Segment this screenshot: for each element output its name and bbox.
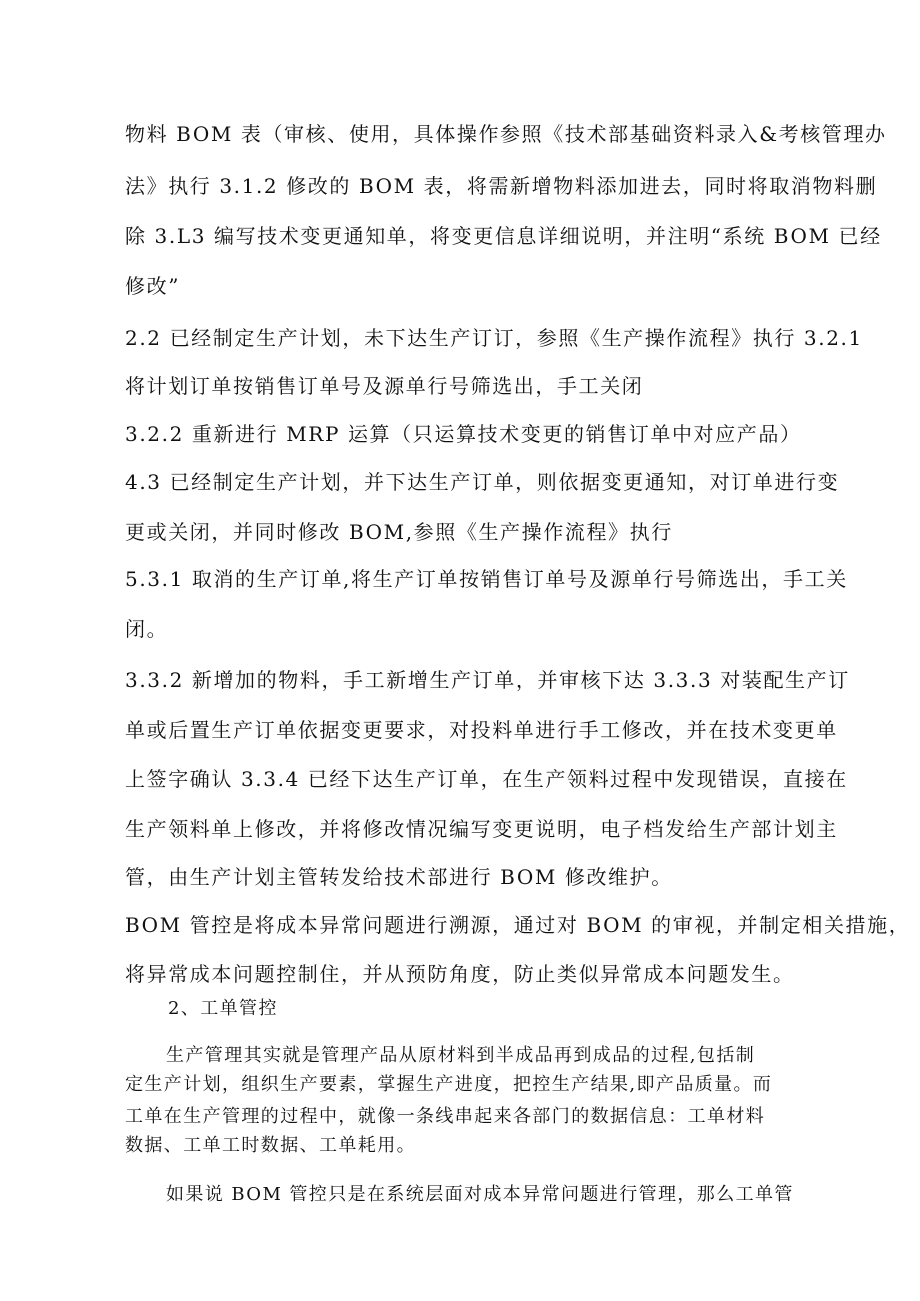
paragraph-line: 生产管理其实就是管理产品从原材料到半成品再到成品的过程,包括制 [166,1045,756,1066]
paragraph-line: 闭。 [125,617,169,641]
paragraph-line: BOM 管控是将成本异常问题进行溯源，通过对 BOM 的审视，并制定相关措施， [125,913,911,937]
paragraph-line: 更或关闭，并同时修改 BOM,参照《生产操作流程》执行 [125,520,673,544]
paragraph-line: 2.2 已经制定生产计划，未下达生产订订，参照《生产操作流程》执行 3.2.1 [125,326,863,350]
paragraph-line: 3.3.2 新增加的物料，手工新增生产订单，并审核下达 3.3.3 对装配生产订 [125,668,850,692]
paragraph-line: 物料 BOM 表（审核、使用，具体操作参照《技术部基础资料录入&考核管理办 [125,122,887,146]
paragraph-line: 将计划订单按销售订单号及源单行号筛选出，手工关闭 [125,374,644,398]
paragraph-line: 数据、工单工时数据、工单耗用。 [125,1135,416,1156]
paragraph-line: 工单在生产管理的过程中，就像一条线串起来各部门的数据信息：工单材料 [125,1106,766,1127]
paragraph-line: 除 3.L3 编写技术变更通知单，将变更信息详细说明，并注明“系统 BOM 已经 [125,224,882,248]
paragraph-line: 如果说 BOM 管控只是在系统层面对成本异常问题进行管理，那么工单管 [166,1184,794,1205]
paragraph-line: 生产领料单上修改，并将修改情况编写变更说明，电子档发给生产部计划主 [125,817,838,841]
paragraph-line: 4.3 已经制定生产计划，并下达生产订单，则依据变更通知，对订单进行变 [125,470,840,494]
paragraph-line: 5.3.1 取消的生产订单,将生产订单按销售订单号及源单行号筛选出，手工关 [125,567,848,591]
paragraph-line: 法》执行 3.1.2 修改的 BOM 表，将需新增物料添加进去，同时将取消物料删 [125,174,878,198]
paragraph-line: 管，由生产计划主管转发给技术部进行 BOM 修改维护。 [125,865,673,889]
section-heading: 2、工单管控 [168,998,278,1019]
paragraph-line: 单或后置生产订单依据变更要求，对投料单进行手工修改，并在技术变更单 [125,718,838,742]
paragraph-line: 3.2.2 重新进行 MRP 运算（只运算技术变更的销售订单中对应产品） [125,422,802,446]
paragraph-line: 将异常成本问题控制住，并从预防角度，防止类似异常成本问题发生。 [125,962,795,986]
paragraph-line: 定生产计划，组织生产要素，掌握生产进度，把控生产结果,即产品质量。而 [125,1074,773,1095]
paragraph-line: 上签字确认 3.3.4 已经下达生产订单，在生产领料过程中发现错误，直接在 [125,767,848,791]
paragraph-line: 修改” [125,274,181,298]
